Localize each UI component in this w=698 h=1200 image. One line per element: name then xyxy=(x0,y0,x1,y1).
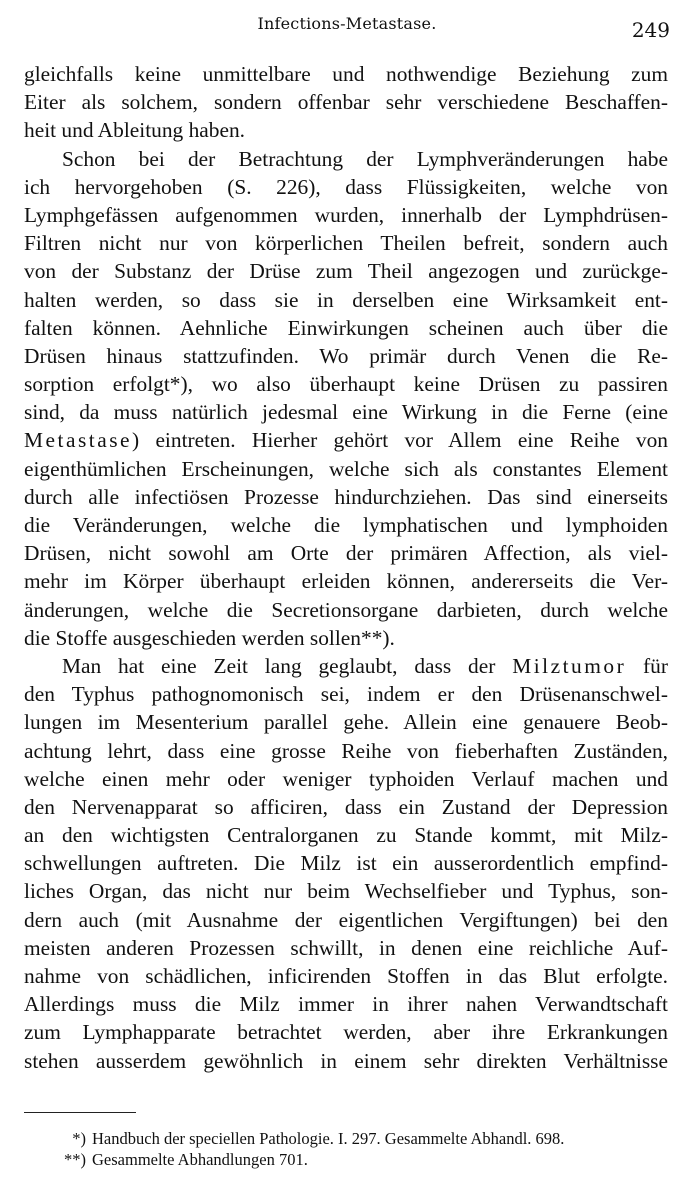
text-line: Drüsen, nicht sowohl am Orte der primären Affection, als viel- xyxy=(24,541,668,566)
emphasis-text: Milztumor xyxy=(512,653,627,678)
text-line: die Stoffe ausgeschieden werden sollen**). xyxy=(24,625,395,650)
text-line: Drüsen hinaus stattzufinden. Wo primär durch Venen die Re- xyxy=(24,343,668,368)
text-line: eigenthümlichen Erscheinungen, welche sich als constantes Element xyxy=(24,456,668,481)
paragraph-2 xyxy=(24,145,668,652)
text-line: die Veränderungen, welche die lymphatischen und lymphoiden xyxy=(24,513,668,537)
footnote-mark: **) xyxy=(64,1150,86,1169)
page-number: 249 xyxy=(631,18,670,42)
text-line: den Typhus pathognomonisch sei, indem er den Drüsenanschwel- xyxy=(24,682,668,707)
text-line: achtung lehrt, dass eine grosse Reihe von fieberhaften Zuständen, xyxy=(24,738,668,763)
text-line: Eiter als solchem, sondern offenbar sehr verschiedene Beschaffen- xyxy=(24,90,668,115)
running-head xyxy=(24,14,670,40)
paragraph-3 xyxy=(24,652,668,1075)
text-line: ich hervorgehoben (S. 226), dass Flüssigkeiten, welche von xyxy=(24,174,668,199)
footnote-text: Gesammelte Abhandlungen 701. xyxy=(92,1150,308,1169)
text-line: an den wichtigsten Centralorganen zu Stande kommt, mit Milz- xyxy=(24,823,668,848)
line-rest: für xyxy=(626,653,668,678)
line-lead: Man hat eine Zeit lang geglaubt, dass der xyxy=(62,653,513,678)
text-line: Filtren nicht nur von körperlichen Theilen befreit, sondern auch xyxy=(24,231,668,256)
text-line: sorption erfolgt*), wo also überhaupt keine Drüsen zu passiren xyxy=(24,372,668,397)
footnote-divider xyxy=(24,1112,136,1113)
text-line: welche einen mehr oder weniger typhoiden Verlauf machen und xyxy=(24,766,668,791)
body-text xyxy=(24,60,668,1075)
text-line: sind, da muss natürlich jedesmal eine Wirkung in die Ferne (eine xyxy=(24,400,668,425)
text-line-with-emphasis xyxy=(24,652,668,680)
text-line: dern auch (mit Ausnahme der eigentlichen Vergiftungen) bei den xyxy=(24,907,668,932)
text-line: durch alle infectiösen Prozesse hindurchziehen. Das sind einerseits xyxy=(24,484,668,509)
text-line: halten werden, so dass sie in derselben eine Wirksamkeit ent- xyxy=(24,287,668,312)
running-title: Infections-Metastase. xyxy=(257,14,437,33)
text-line: heit und Ableitung haben. xyxy=(24,118,245,143)
text-line: änderungen, welche die Secretionsorgane darbieten, durch welche xyxy=(24,597,668,622)
text-line: Lymphgefässen aufgenommen wurden, innerhalb der Lymphdrüsen- xyxy=(24,202,668,227)
footnote xyxy=(60,1149,660,1170)
text-line: meisten anderen Prozessen schwillt, in denen eine reichliche Auf- xyxy=(24,935,668,960)
footnote-mark: *) xyxy=(72,1129,86,1148)
text-line: falten können. Aehnliche Einwirkungen scheinen auch über die xyxy=(24,315,668,340)
text-line: mehr im Körper überhaupt erleiden können, andererseits die Ver- xyxy=(24,569,668,594)
text-line: den Nervenapparat so afficiren, dass ein Zustand der Depression xyxy=(24,794,668,819)
text-line: stehen ausserdem gewöhnlich in einem sehr direkten Verhältnisse xyxy=(24,1048,668,1073)
text-line: von der Substanz der Drüse zum Theil angezogen und zurückge- xyxy=(24,259,668,284)
text-line: Schon bei der Betrachtung der Lymphveränderungen habe xyxy=(62,146,668,171)
footnotes xyxy=(60,1128,660,1170)
paragraph-1 xyxy=(24,60,668,145)
text-line: Allerdings muss die Milz immer in ihrer nahen Verwandtschaft xyxy=(24,992,668,1017)
text-line-with-emphasis xyxy=(24,426,668,454)
footnote xyxy=(60,1128,660,1149)
footnote-text: Handbuch der speciellen Pathologie. I. 297. Gesammelte Abhandl. 698. xyxy=(92,1129,565,1148)
emphasis-text: Metastase xyxy=(24,428,133,453)
text-line: nahme von schädlichen, inficirenden Stoffen in das Blut erfolgte. xyxy=(24,964,668,988)
text-line: lungen im Mesenterium parallel gehe. Allein eine genauere Beob- xyxy=(24,710,668,735)
text-line: liches Organ, das nicht nur beim Wechselfieber und Typhus, son- xyxy=(24,879,668,904)
line-rest: ) eintreten. Hierher gehört vor Allem eine Reihe von xyxy=(132,428,668,453)
text-line: schwellungen auftreten. Die Milz ist ein ausserordentlich empfind- xyxy=(24,851,668,876)
text-line: gleichfalls keine unmittelbare und nothwendige Beziehung zum xyxy=(24,62,668,86)
text-line: zum Lymphapparate betrachtet werden, aber ihre Erkrankungen xyxy=(24,1020,668,1045)
